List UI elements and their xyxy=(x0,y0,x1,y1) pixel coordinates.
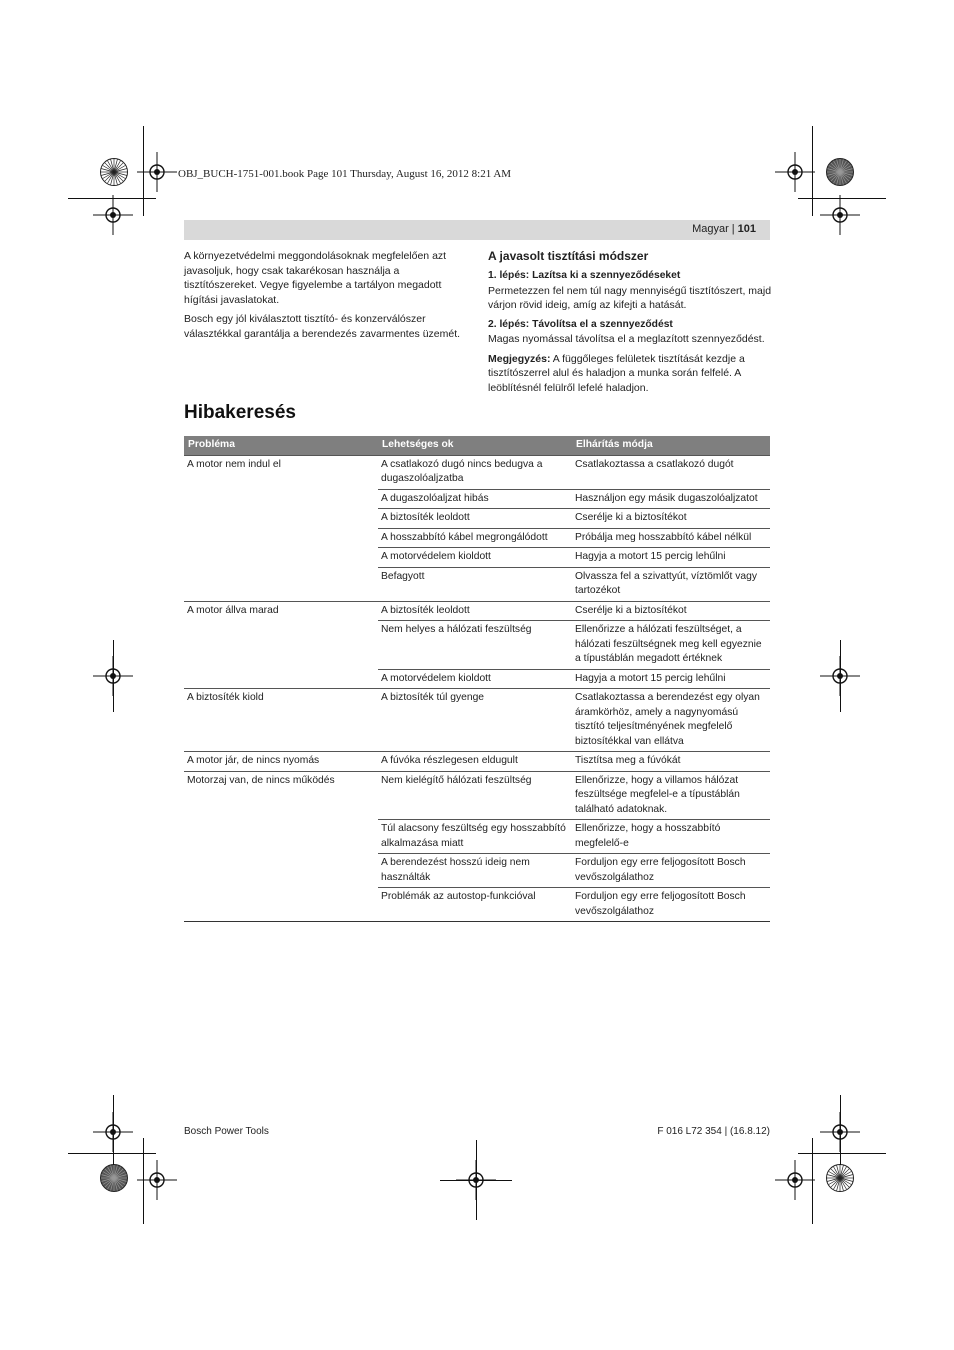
step1-text: Permetezzen fel nem túl nagy mennyiségű tisztítószert, majd várjon rövid ideig, amíg az kifejti a hatását. xyxy=(488,284,772,311)
cell-problem: A motor jár, de nincs nyomás xyxy=(184,752,378,772)
cell-fix: Forduljon egy erre feljogosított Bosch vevőszolgálathoz xyxy=(572,854,770,888)
cell-problem: A motor állva marad xyxy=(184,601,378,621)
cell-fix: Forduljon egy erre feljogosított Bosch vevőszolgálathoz xyxy=(572,888,770,922)
cell-cause: A biztosíték leoldott xyxy=(378,509,572,529)
cell-cause: A fúvóka részlegesen eldugult xyxy=(378,752,572,772)
cell-fix: Hagyja a motort 15 percig lehűlni xyxy=(572,548,770,568)
crop-mark-line xyxy=(798,198,886,199)
header-language: Magyar xyxy=(692,223,729,235)
cell-problem xyxy=(184,669,378,689)
registration-starburst-icon xyxy=(99,1163,129,1193)
table-row xyxy=(184,567,770,601)
note xyxy=(488,352,772,396)
note-label: Megjegyzés: xyxy=(488,352,551,365)
crop-mark-line xyxy=(812,1138,813,1224)
cleaning-method-column xyxy=(488,249,772,400)
cell-cause: A csatlakozó dugó nincs bedugva a dugaszolóaljzatba xyxy=(378,455,572,489)
cell-problem xyxy=(184,820,378,854)
footer-brand: Bosch Power Tools xyxy=(184,1126,269,1137)
page-header-bar xyxy=(184,220,770,240)
crop-mark-line xyxy=(68,198,156,199)
registration-starburst-icon xyxy=(825,1163,855,1193)
cell-problem: A biztosíték kiold xyxy=(184,689,378,752)
cell-problem xyxy=(184,567,378,601)
section-title: Hibakeresés xyxy=(184,402,296,423)
cell-cause: Nem helyes a hálózati feszültség xyxy=(378,621,572,670)
intro-paragraph-1: A környezetvédelmi meggondolásoknak megfelelően azt javasoljuk, hogy csak takarékosan használja a tisztítószereket. Vegye figyelembe a tartályon megadott hígítási javaslatokat. xyxy=(184,250,447,306)
cell-fix: Hagyja a motort 15 percig lehűlni xyxy=(572,669,770,689)
registration-crosshair-icon xyxy=(820,195,860,235)
cell-fix: Cserélje ki a biztosítékot xyxy=(572,509,770,529)
cell-problem xyxy=(184,548,378,568)
cell-fix: Olvassza fel a szivattyút, víztömlőt vagy tartozékot xyxy=(572,567,770,601)
crop-mark-line xyxy=(113,1095,114,1165)
step2-title: 2. lépés: Távolítsa el a szennyeződést xyxy=(488,318,673,330)
crop-mark-line xyxy=(798,1153,886,1154)
step1-title: 1. lépés: Lazítsa ki a szennyeződéseket xyxy=(488,270,681,281)
crop-mark-line xyxy=(840,640,841,712)
registration-crosshair-icon xyxy=(93,195,133,235)
crop-mark-line xyxy=(143,126,144,216)
table-row xyxy=(184,689,770,752)
cell-fix: Próbálja meg hosszabbító kábel nélkül xyxy=(572,528,770,548)
cell-problem xyxy=(184,509,378,529)
print-info-line: OBJ_BUCH-1751-001.book Page 101 Thursday, August 16, 2012 8:21 AM xyxy=(178,168,512,180)
registration-crosshair-icon xyxy=(775,152,815,192)
troubleshooting-table xyxy=(184,436,770,922)
column-header-problem: Probléma xyxy=(184,436,378,455)
cell-cause: A motorvédelem kioldott xyxy=(378,669,572,689)
cell-fix: Ellenőrizze, hogy a hosszabbító megfelelő-e xyxy=(572,820,770,854)
page-number: 101 xyxy=(737,223,756,235)
registration-starburst-icon xyxy=(825,157,855,187)
cell-problem xyxy=(184,888,378,922)
table-row xyxy=(184,854,770,888)
table-row xyxy=(184,489,770,509)
cell-problem xyxy=(184,621,378,670)
cell-cause: Befagyott xyxy=(378,567,572,601)
table-row xyxy=(184,752,770,772)
column-header-fix: Elhárítás módja xyxy=(572,436,770,455)
cell-cause: A biztosíték túl gyenge xyxy=(378,689,572,752)
crop-mark-line xyxy=(840,1095,841,1165)
table-row xyxy=(184,528,770,548)
cell-cause: A dugaszolóaljzat hibás xyxy=(378,489,572,509)
cell-cause: Nem kielégítő hálózati feszültség xyxy=(378,771,572,820)
header-separator: | xyxy=(731,223,735,235)
registration-starburst-icon xyxy=(99,157,129,187)
table-row xyxy=(184,601,770,621)
cell-cause: Problémák az autostop-funkcióval xyxy=(378,888,572,922)
column-header-cause: Lehetséges ok xyxy=(378,436,572,455)
cell-fix: Csatlakoztassa a csatlakozó dugót xyxy=(572,455,770,489)
note-text: A függőleges felületek tisztítását kezdje a tisztítószerrel alul és haladjon a munka során felfelé. A leöblítésnél felülről lefelé haladjon. xyxy=(488,352,745,394)
table-row xyxy=(184,888,770,922)
crop-mark-line xyxy=(113,640,114,712)
cell-cause: A biztosíték leoldott xyxy=(378,601,572,621)
registration-crosshair-icon xyxy=(775,1160,815,1200)
cell-cause: A hosszabbító kábel megrongálódott xyxy=(378,528,572,548)
cell-problem xyxy=(184,854,378,888)
table-row xyxy=(184,621,770,670)
crop-mark-line xyxy=(812,126,813,216)
intro-paragraph-2: Bosch egy jól kiválasztott tisztító- és konzerválószer választékkal garantálja a berendezés zavarmentes üzemét. xyxy=(184,313,461,340)
cell-problem xyxy=(184,489,378,509)
cell-fix: Tisztítsa meg a fúvókát xyxy=(572,752,770,772)
crop-mark-line xyxy=(440,1180,512,1181)
cleaning-method-title: A javasolt tisztítási módszer xyxy=(488,249,649,263)
step2-text: Magas nyomással távolítsa el a meglazított szennyeződést. xyxy=(488,333,765,345)
table-row xyxy=(184,548,770,568)
intro-column xyxy=(184,249,462,346)
table-row xyxy=(184,771,770,820)
cell-problem: A motor nem indul el xyxy=(184,455,378,489)
table-row xyxy=(184,455,770,489)
cell-fix: Ellenőrizze a hálózati feszültséget, a hálózati feszültségnek meg kell egyeznie a típustáblán megadott értéknek xyxy=(572,621,770,670)
cell-fix: Ellenőrizze, hogy a villamos hálózat feszültsége megfelel-e a típustáblán található adatoknak. xyxy=(572,771,770,820)
cell-fix: Csatlakoztassa a berendezést egy olyan áramkörhöz, amely a nagynyomású tisztító teljesítményének megfelelő biztosítékkal van ellátva xyxy=(572,689,770,752)
crop-mark-line xyxy=(68,1153,156,1154)
cell-fix: Használjon egy másik dugaszolóaljzatot xyxy=(572,489,770,509)
cell-fix: Cserélje ki a biztosítékot xyxy=(572,601,770,621)
table-row xyxy=(184,669,770,689)
cell-cause: A motorvédelem kioldott xyxy=(378,548,572,568)
footer-document-code: F 016 L72 354 | (16.8.12) xyxy=(657,1126,770,1137)
cell-cause: A berendezést hosszú ideig nem használták xyxy=(378,854,572,888)
table-header-row xyxy=(184,436,770,455)
page-header xyxy=(692,223,756,235)
table-row xyxy=(184,820,770,854)
crop-mark-line xyxy=(143,1138,144,1224)
cell-problem: Motorzaj van, de nincs működés xyxy=(184,771,378,820)
cell-cause: Túl alacsony feszültség egy hosszabbító alkalmazása miatt xyxy=(378,820,572,854)
cell-problem xyxy=(184,528,378,548)
table-row xyxy=(184,509,770,529)
